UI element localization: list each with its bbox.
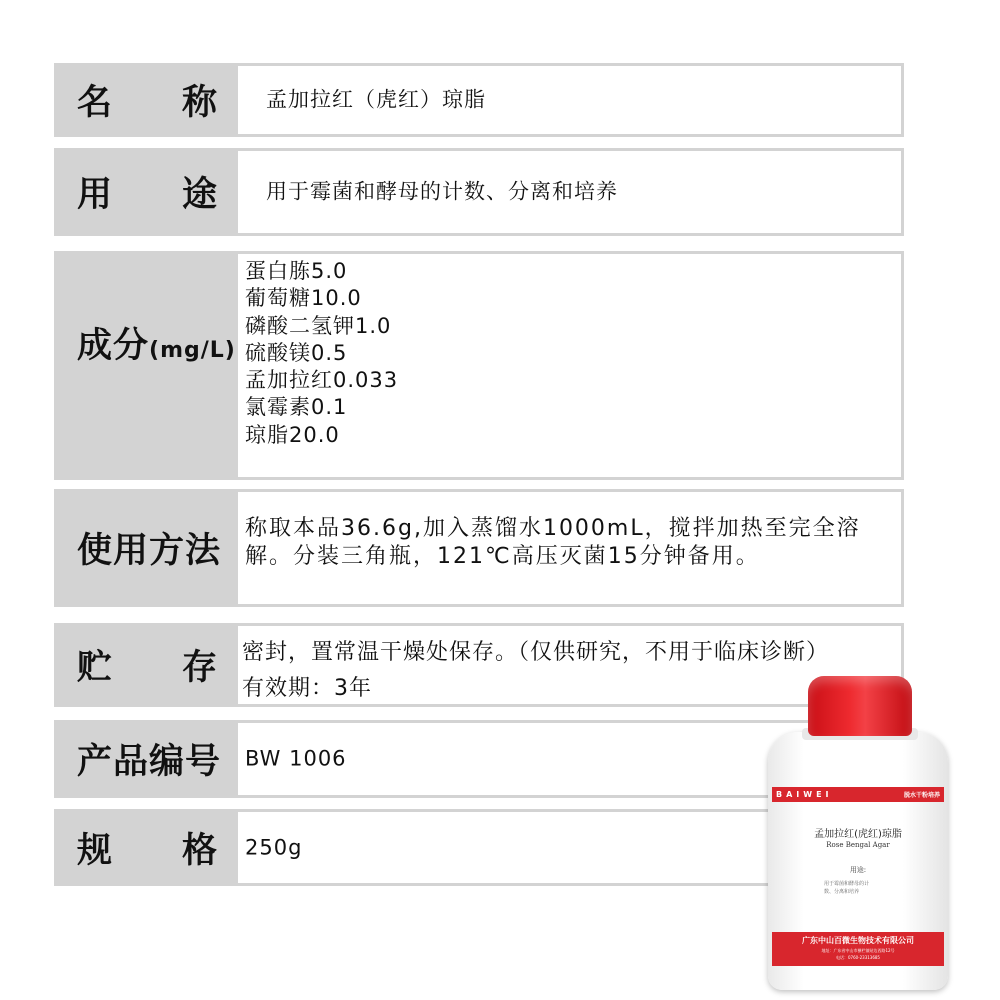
ingredient-item: 孟加拉红0.033: [245, 368, 399, 393]
ingredient-item: 蛋白胨5.0: [245, 259, 348, 283]
storage-line-2: 有效期：3年: [242, 676, 372, 701]
usage-method: 称取本品36.6g,加入蒸馏水1000mL，搅拌加热至完全溶解。分装三角瓶，121℃高压灭菌15分钟备用。: [245, 516, 861, 569]
bottle-body: [768, 732, 948, 990]
bottle-company-phone: 电话：0760-23313685: [836, 955, 880, 960]
product-use: 用于霉菌和酵母的计数、分离和培养: [266, 179, 618, 204]
row-storage-label-cell: [57, 626, 238, 704]
row-use-label-cell: [57, 151, 238, 233]
row-storage-label-char-2: 存: [181, 648, 218, 688]
row-spec-label: [77, 823, 218, 873]
ingredient-item: 氯霉素0.1: [245, 395, 348, 420]
ingredient-item: 硫酸镁0.5: [245, 340, 348, 365]
bottle-company-address: 地址：广东省中山市横栏镇贴边西路12号: [821, 948, 895, 953]
row-name-label-cell: [57, 66, 238, 134]
row-method-value-cell: [238, 492, 901, 604]
ingredient-item: 琼脂20.0: [245, 422, 340, 447]
storage-line-1: 密封，置常温干燥处保存。（仅供研究，不用于临床诊断）: [242, 640, 830, 665]
row-code-label-cell: [57, 723, 238, 795]
product-name: 孟加拉红（虎红）琼脂: [266, 87, 486, 112]
ingredient-item: 葡萄糖10.0: [245, 286, 362, 311]
row-composition-value-cell: [238, 254, 901, 477]
row-spec-label-char-2: 格: [181, 830, 218, 871]
bottle-brand: BAIWEI: [776, 790, 833, 799]
row-use-label-char-2: 途: [181, 175, 218, 215]
product-code: BW 1006: [245, 746, 347, 771]
row-composition-label-cell: [57, 254, 238, 477]
ingredient-item: 磷酸二氢钾1.0: [245, 313, 392, 338]
bottle-product-cn: 孟加拉红(虎红)琼脂: [814, 829, 902, 840]
row-name: [54, 63, 904, 137]
row-use-label-char-1: 用: [77, 175, 114, 215]
row-storage-label: [77, 640, 218, 690]
row-spec-label-cell: [57, 812, 238, 883]
row-method-label: 使用方法: [77, 531, 222, 571]
row-method-label-cell: [57, 492, 238, 604]
row-name-label-char-2: 称: [181, 83, 218, 123]
row-name-label-char-1: 名: [77, 83, 114, 123]
product-spec: 250g: [245, 835, 303, 859]
row-composition: [54, 251, 904, 480]
row-composition-label: [77, 318, 236, 368]
bottle-use-line-2: 数、分离和培养: [824, 889, 860, 895]
row-name-label: [77, 75, 218, 125]
row-code-label: 产品编号: [77, 742, 222, 782]
row-name-value-cell: [238, 66, 901, 134]
product-bottle-image: [766, 676, 950, 992]
bottle-use-line-1: 用于霉菌和酵母的计: [824, 881, 870, 887]
bottle-use-title: 用途:: [849, 866, 867, 874]
row-spec-label-char-1: 规: [77, 830, 114, 871]
bottle-cap: [808, 676, 912, 736]
bottle-company: 广东中山百微生物技术有限公司: [802, 936, 914, 945]
bottle-band-right: 脱水干粉培养: [903, 792, 940, 799]
bottle-product-en: Rose Bengal Agar: [826, 841, 890, 849]
composition-unit: (mg/L): [149, 338, 236, 363]
row-use-value-cell: [238, 151, 901, 233]
composition-label-text: 成分: [77, 326, 150, 366]
row-storage-label-char-1: 贮: [77, 648, 114, 688]
row-use-label: [77, 167, 218, 217]
row-use: [54, 148, 904, 236]
bottle-top-band: [772, 787, 944, 802]
bottle-bottom-band: [772, 932, 944, 966]
ingredient-list: [245, 258, 897, 449]
row-method: [54, 489, 904, 607]
